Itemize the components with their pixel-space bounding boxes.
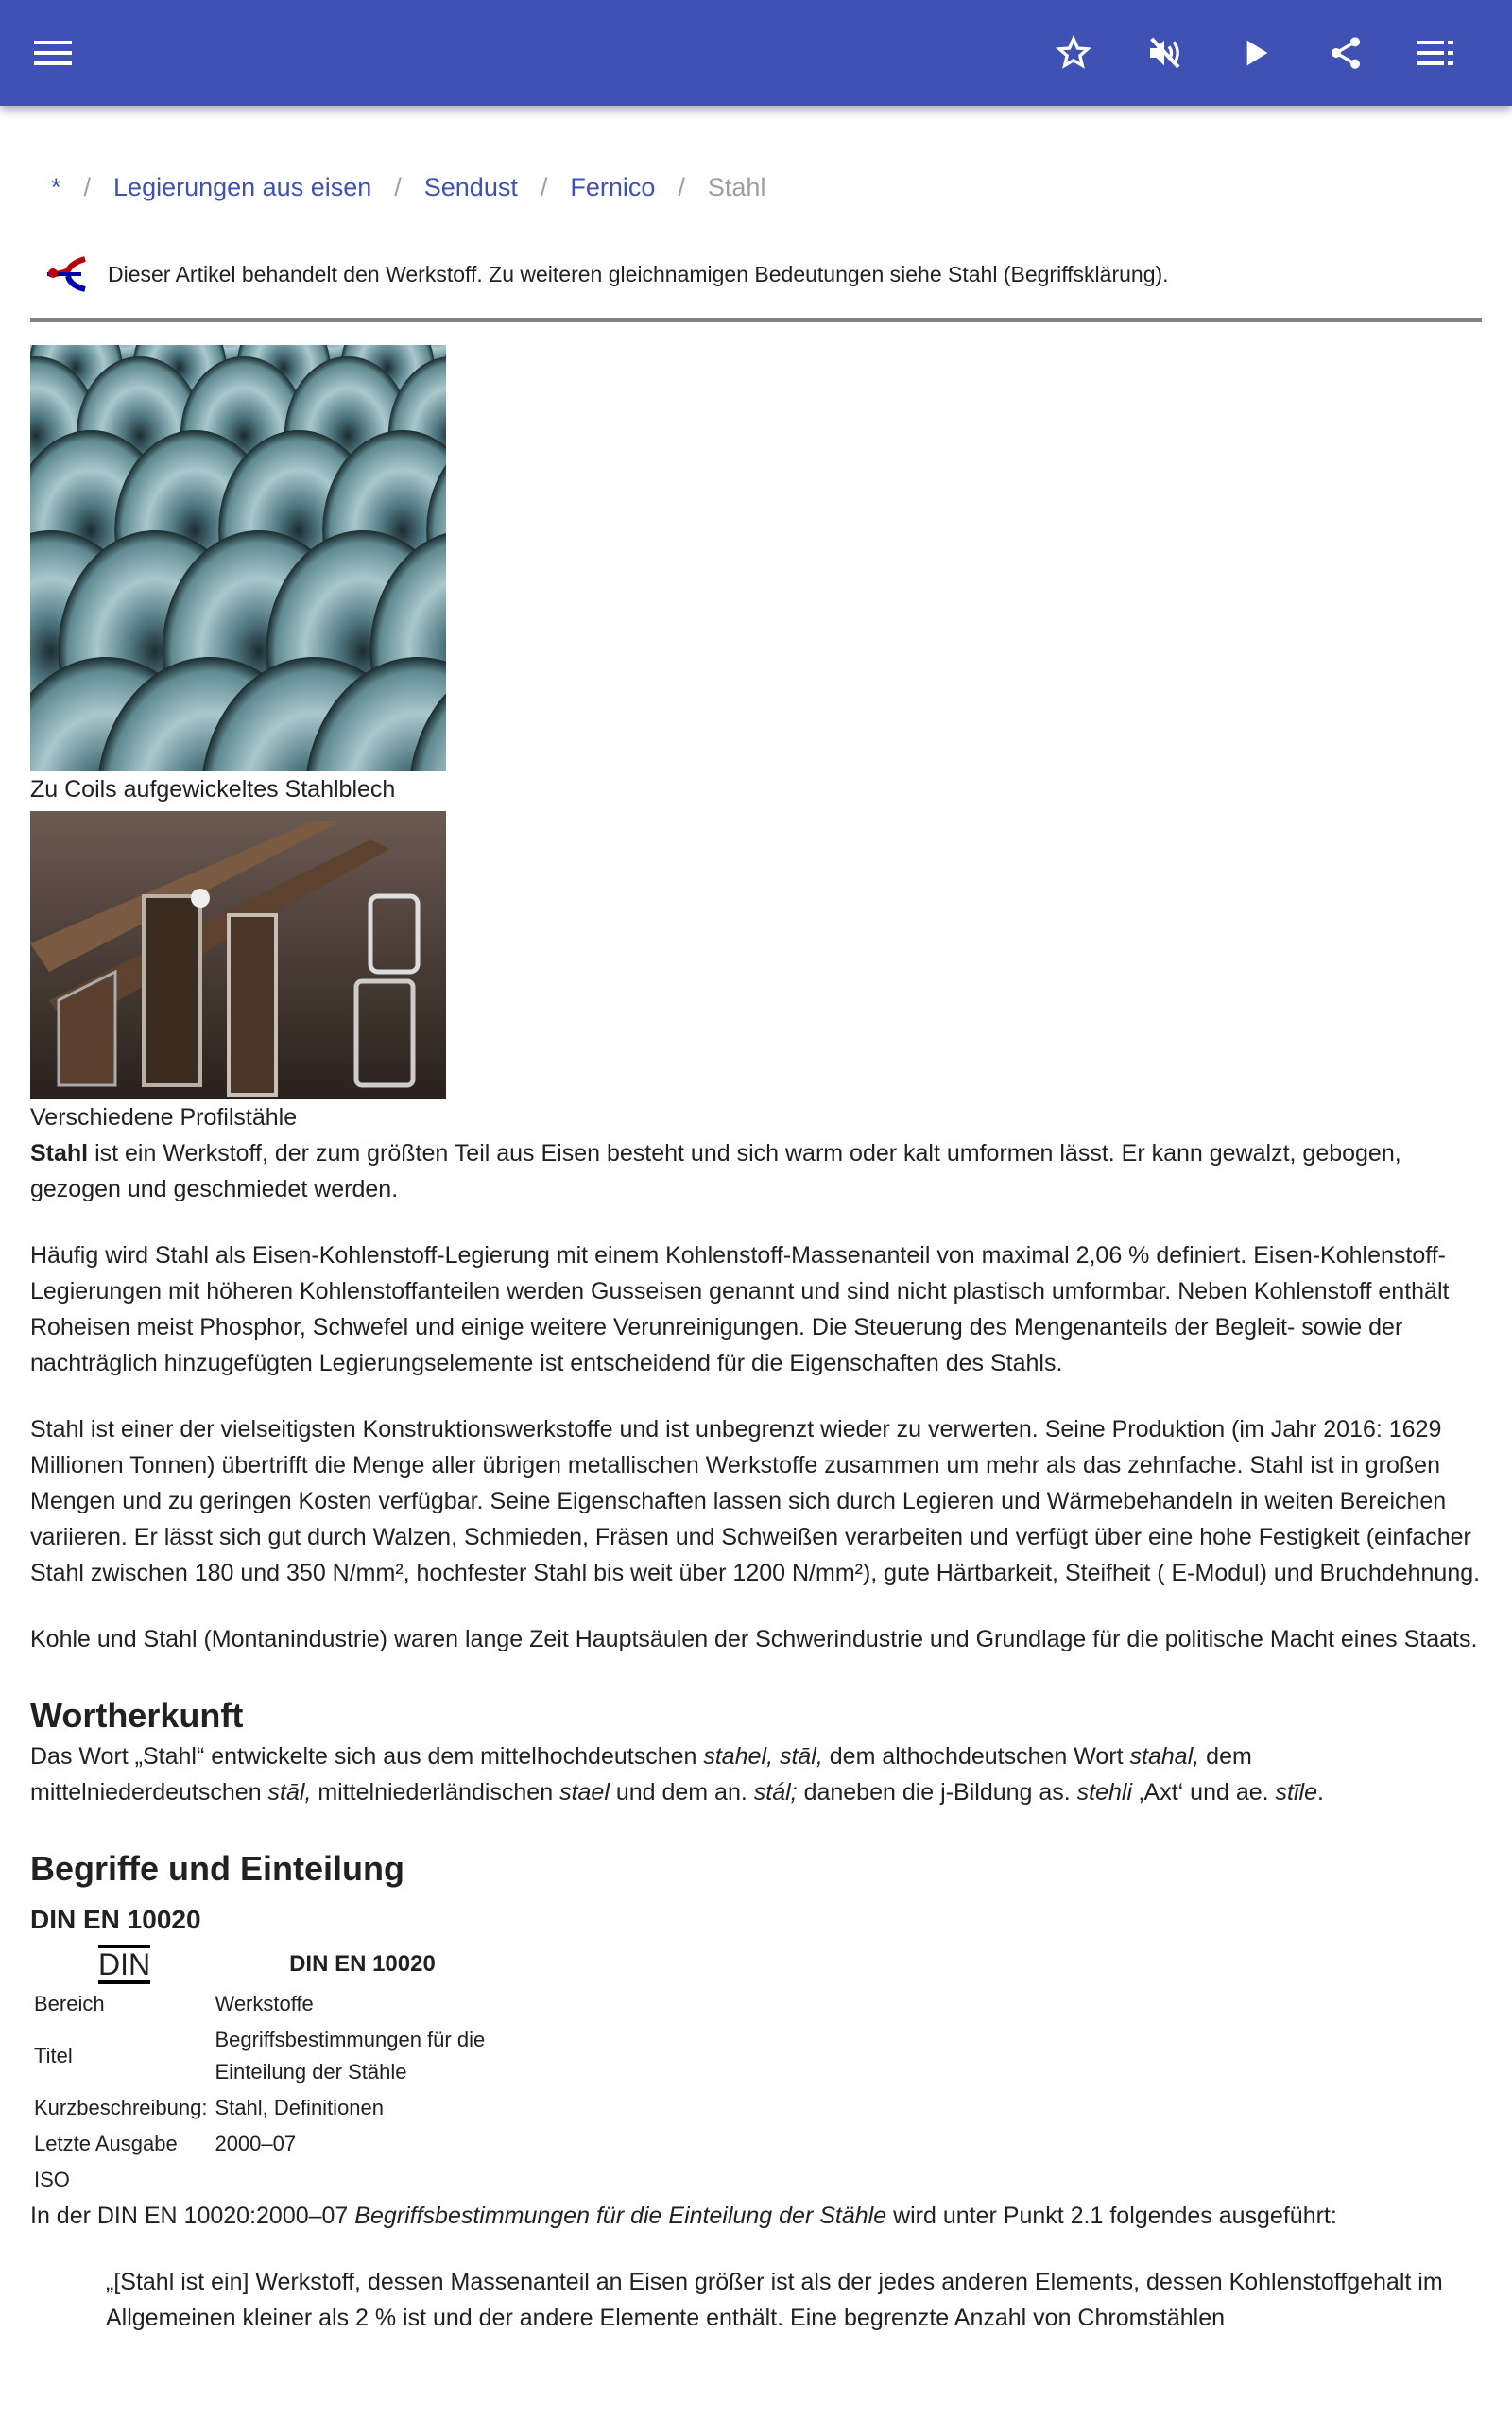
intro-text: ist ein Werkstoff, der zum größten Teil aus Eisen besteht und sich warm oder kalt umformen lässt. Er kann gewalzt, gebogen, gezogen und geschmiedet werden. <box>30 1140 1401 1202</box>
text: . <box>1317 1779 1324 1806</box>
breadcrumb-separator: / <box>540 172 548 201</box>
steel-profiles-image[interactable] <box>30 811 446 1099</box>
paragraph: Häufig wird Stahl als Eisen-Kohlenstoff-Legierung mit einem Kohlenstoff-Massenanteil von maximal 2,06 % definiert. Eisen-Kohlenstoff-Legierungen mit höheren Kohlenstoffanteilen werden Gusseisen genannt und sind nicht plastisch umformbar. Neben Kohlenstoff enthält Roheisen meist Phosphor, Schwefel und einige weitere Verunreinigungen. Die Steuerung des Mengenanteils der Begleit- sowie der nachträglich hinzugefügten Legierungselemente ist entscheidend für die Eigenschaften des Stahls. <box>30 1242 1450 1376</box>
row-label: Bereich <box>34 1992 105 2015</box>
breadcrumb-separator: / <box>394 172 402 201</box>
figure-caption: Verschiedene Profilstähle <box>30 1104 298 1131</box>
breadcrumb-fernico[interactable]: Fernico <box>570 172 656 201</box>
row-label: Titel <box>34 2044 73 2067</box>
word-italic: stael <box>559 1779 610 1806</box>
play-icon[interactable] <box>1232 30 1278 76</box>
figure-caption: Zu Coils aufgewickeltes Stahlblech <box>30 776 396 803</box>
subsection-heading-din: DIN EN 10020 <box>30 1905 201 1934</box>
row-value: 2000–07 <box>215 2132 297 2155</box>
text: und dem an. <box>609 1779 754 1806</box>
term-bold: Stahl <box>30 1140 89 1167</box>
steel-coils-image[interactable] <box>30 345 446 771</box>
row-label: Kurzbeschreibung: <box>34 2096 208 2119</box>
share-icon[interactable] <box>1323 30 1368 76</box>
word-italic: stāl, <box>267 1779 312 1806</box>
breadcrumb-separator: / <box>678 172 685 201</box>
text: Das Wort „Stahl“ entwickelte sich aus dem mittelhochdeutschen <box>30 1743 704 1770</box>
table-row <box>30 1986 513 2022</box>
breadcrumb <box>30 168 1482 206</box>
paragraph: Stahl ist einer der vielseitigsten Konstruktionswerkstoffe und ist unbegrenzt wieder zu verwerten. Seine Produktion (im Jahr 2016: 1629 Millionen Tonnen) übertrifft die Menge aller übrigen metallischen Werkstoffe zusammen um mehr als das zehnfache. Stahl ist in großen Mengen und zu geringen Kosten verfügbar. Seine Eigenschaften lassen sich durch Legieren und Wärmebehandeln in weiten Bereichen variieren. Er lässt sich gut durch Walzen, Schmieden, Fräsen und Schweißen verarbeiten und verfügt über eine hohe Festigkeit (einfacher Stahl zwischen 180 und 350 N/mm², hochfester Stahl bis weit über 1200 N/mm²), gute Härtbarkeit, Steifheit ( E-Modul) und Bruchdehnung. <box>30 1416 1481 1586</box>
hatnote-text: Dieser Artikel behandelt den Werkstoff. Zu weiteren gleichnamigen Bedeutungen siehe Stahl (Begriffsklärung). <box>108 261 1169 286</box>
din-infobox <box>30 1943 513 2198</box>
app-bar <box>0 0 1512 106</box>
divider <box>30 318 1482 322</box>
breadcrumb-root[interactable]: * <box>51 172 61 201</box>
section-heading-wortherkunft: Wortherkunft <box>30 1696 244 1735</box>
din-logo: DIN <box>98 1945 150 1984</box>
infobox-title: DIN EN 10020 <box>289 1951 436 1977</box>
row-label: ISO <box>34 2168 70 2191</box>
menu-icon[interactable] <box>30 30 76 76</box>
table-row <box>30 2162 513 2198</box>
paragraph: Kohle und Stahl (Montanindustrie) waren lange Zeit Hauptsäulen der Schwerindustrie und Grundlage für die politische Macht eines Staats. <box>30 1626 1478 1652</box>
volume-off-icon[interactable] <box>1142 30 1187 76</box>
table-row <box>30 2126 513 2162</box>
din-paragraph <box>30 2198 1482 2234</box>
word-italic: stehli <box>1076 1779 1133 1806</box>
star-icon[interactable] <box>1051 30 1096 76</box>
article <box>30 106 1482 2336</box>
breadcrumb-sendust[interactable]: Sendust <box>423 172 518 201</box>
wortherkunft-paragraph <box>30 1738 1482 1810</box>
row-value: Stahl, Definitionen <box>215 2096 385 2119</box>
text: In der DIN EN 10020:2000–07 <box>30 2203 355 2229</box>
hatnote <box>30 255 1482 293</box>
din-quote: „[Stahl ist ein] Werkstoff, dessen Massenanteil an Eisen größer ist als der jedes anderen Elements, dessen Kohlenstoffgehalt im Allgemeinen kleiner als 2 % ist und der andere Elemente enthält. Eine begrenzte Anzahl von Chromstählen <box>106 2269 1443 2331</box>
row-value: Werkstoffe <box>215 1992 314 2015</box>
row-value <box>211 2162 513 2198</box>
word-italic: stál; <box>753 1779 798 1806</box>
row-value: Begriffsbestimmungen für die Einteilung der Stähle <box>215 2028 486 2083</box>
row-label: Letzte Ausgabe <box>34 2132 178 2155</box>
breadcrumb-separator: / <box>83 172 92 201</box>
text: ‚Axt‘ und ae. <box>1132 1779 1276 1806</box>
text: dem althochdeutschen Wort <box>822 1743 1130 1770</box>
word-italic: stahal, <box>1129 1743 1200 1770</box>
table-row <box>30 2022 513 2090</box>
title-italic: Begriffsbestimmungen für die Einteilung der Stähle <box>354 2203 887 2229</box>
breadcrumb-legierungen[interactable]: Legierungen aus eisen <box>113 172 372 201</box>
text: dem mittelniederdeutschen <box>30 1743 1252 1806</box>
word-italic: stahel, stāl, <box>703 1743 823 1770</box>
text: mittelniederländischen <box>311 1779 560 1806</box>
text: wird unter Punkt 2.1 folgendes ausgeführt: <box>886 2203 1337 2229</box>
disambiguation-icon <box>43 255 91 293</box>
text: daneben die j-Bildung as. <box>797 1779 1077 1806</box>
table-row <box>30 2090 513 2126</box>
word-italic: stīle <box>1275 1779 1317 1806</box>
breadcrumb-current: Stahl <box>707 172 766 201</box>
playlist-icon[interactable] <box>1414 30 1459 76</box>
intro-paragraph <box>30 1135 1482 1207</box>
section-heading-begriffe: Begriffe und Einteilung <box>30 1849 404 1888</box>
